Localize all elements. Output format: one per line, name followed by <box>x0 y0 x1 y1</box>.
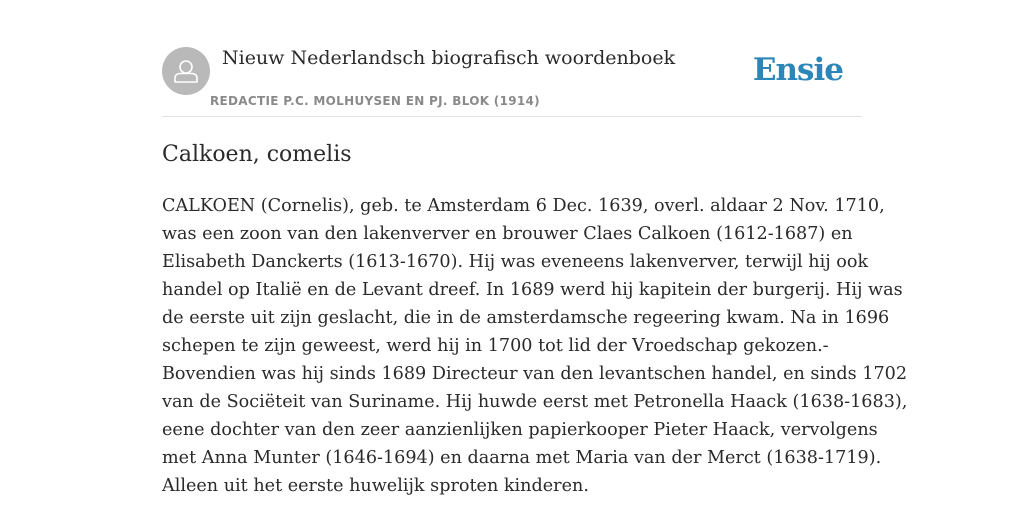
source-header <box>162 40 862 117</box>
book-editors: REDACTIE P.C. MOLHUYSEN EN PJ. BLOK (1914) <box>210 94 540 108</box>
entry-title: Calkoen, comelis <box>162 142 352 167</box>
entry-body-line: CALKOEN (Cornelis), geb. te Amsterdam 6 Dec. 1639, overl. aldaar 2 Nov. 1710, <box>162 196 885 216</box>
book-title[interactable]: Nieuw Nederlandsch biografisch woordenboek <box>222 47 676 69</box>
entry-body-line: Bovendien was hij sinds 1689 Directeur van den levantschen handel, en sinds 1702 <box>162 364 908 384</box>
entry-body-line: Elisabeth Danckerts (1613-1670). Hij was eveneens lakenverver, terwijl hij ook <box>162 252 869 272</box>
avatar[interactable] <box>162 47 210 95</box>
entry-body-line: schepen te zijn geweest, werd hij in 1700 tot lid der Vroedschap gekozen.- <box>162 336 829 356</box>
entry-body-line: handel op Italië en de Levant dreef. In 1689 werd hij kapitein der burgerij. Hij was <box>162 280 903 300</box>
user-icon <box>162 47 210 95</box>
entry-body-line: met Anna Munter (1646-1694) en daarna met Maria van der Merct (1638-1719). <box>162 448 882 468</box>
entry-body <box>162 192 908 500</box>
entry-body-line: Alleen uit het eerste huwelijk sproten kinderen. <box>162 476 589 496</box>
entry-body-line: was een zoon van den lakenverver en brouwer Claes Calkoen (1612-1687) en <box>162 224 853 244</box>
entry-body-line: van de Sociëteit van Suriname. Hij huwde eerst met Petronella Haack (1638-1683), <box>162 392 908 412</box>
brand-logo[interactable]: Ensie <box>752 52 843 88</box>
entry-body-line: eene dochter van den zeer aanzienlijken papierkooper Pieter Haack, vervolgens <box>162 420 878 440</box>
entry-body-line: de eerste uit zijn geslacht, die in de amsterdamsche regeering kwam. Na in 1696 <box>162 308 890 328</box>
